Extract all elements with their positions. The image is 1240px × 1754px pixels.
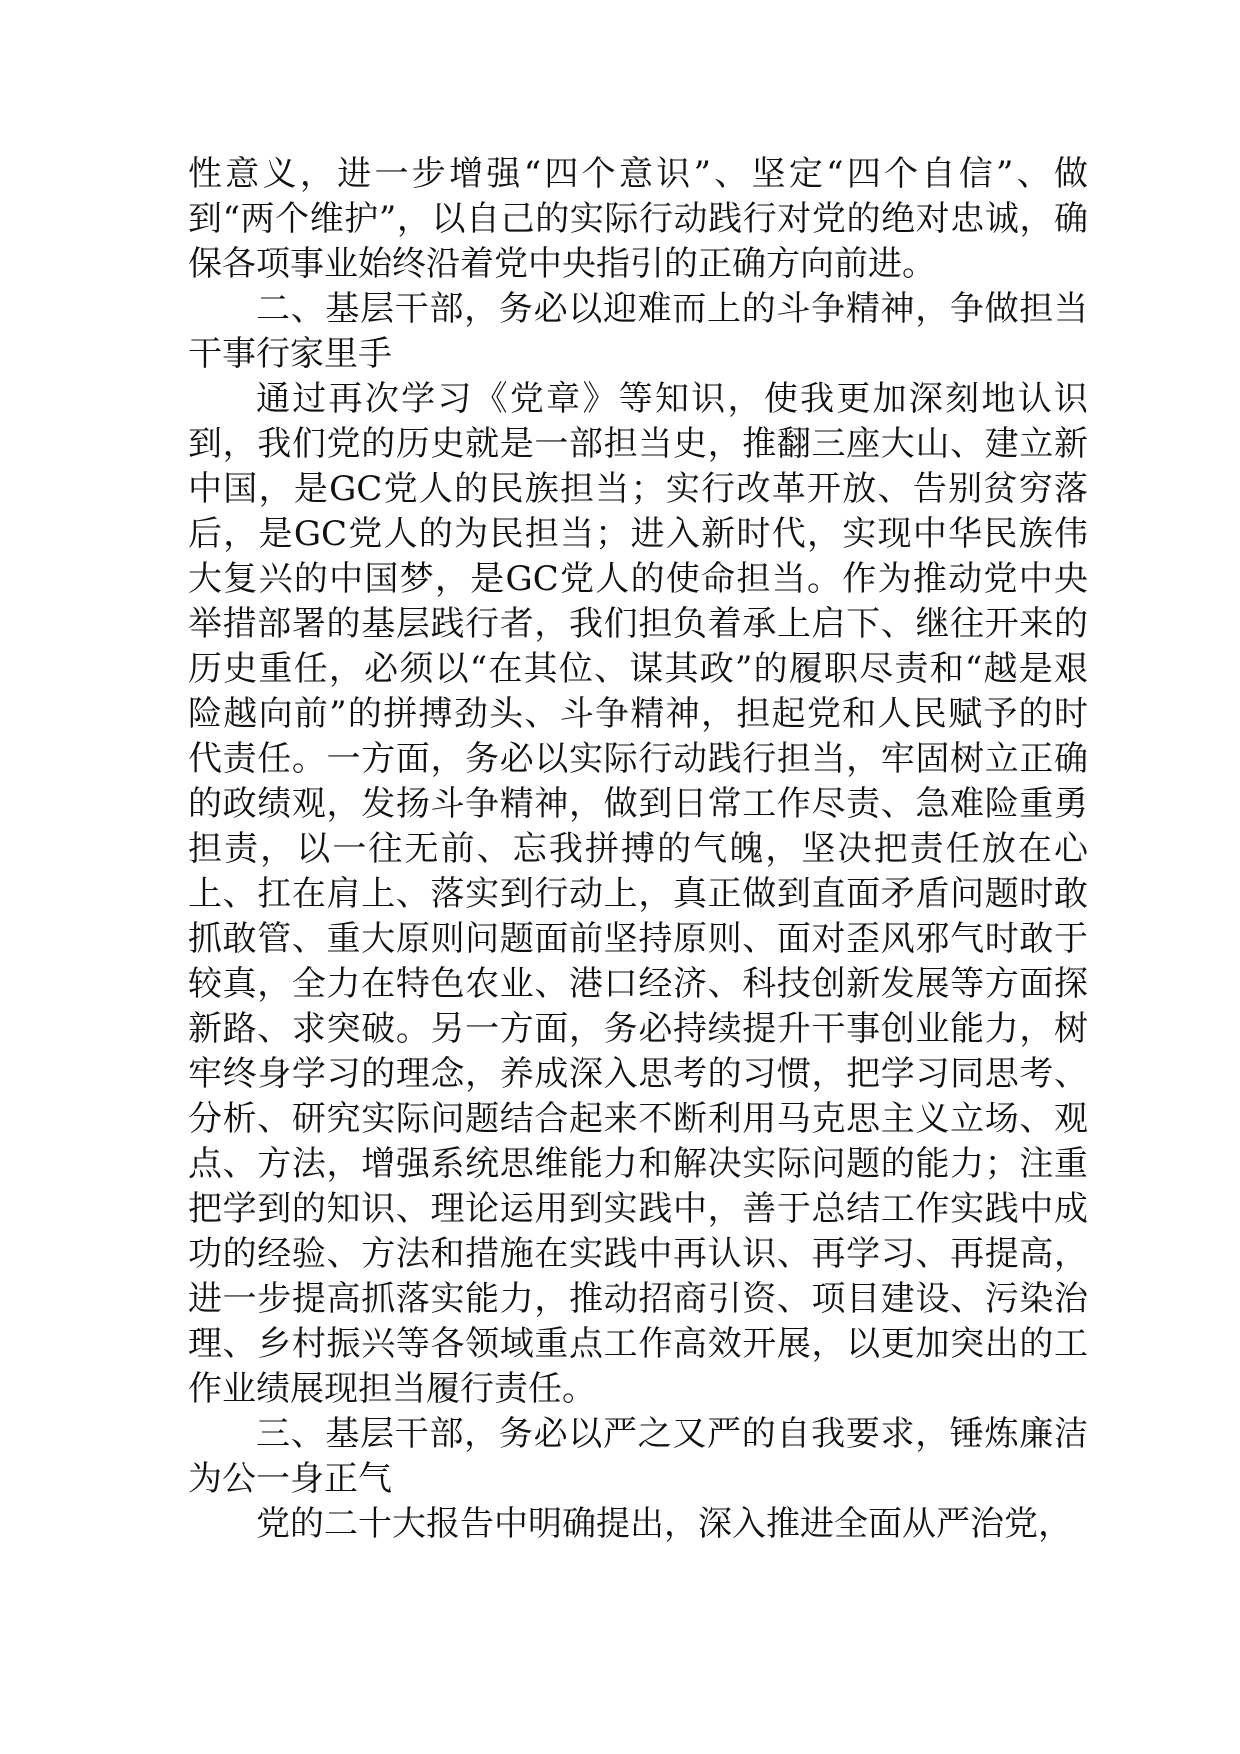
- section-heading-3: 三、基层干部，务必以严之又严的自我要求，锤炼廉洁为公一身正气: [188, 1414, 1088, 1499]
- document-body: [188, 152, 1088, 1547]
- paragraph-continuation: 性意义，进一步增强“四个意识”、坚定“四个自信”、做到“两个维护”，以自己的实际行动践行对党的绝对忠诚，确保各项事业始终沿着党中央指引的正确方向前进。: [188, 154, 1088, 284]
- paragraph-body: 通过再次学习《党章》等知识，使我更加深刻地认识到，我们党的历史就是一部担当史，推翻三座大山、建立新中国，是GC党人的民族担当；实行改革开放、告别贫穷落后，是GC党人的为民担当；进入新时代，实现中华民族伟大复兴的中国梦，是GC党人的使命担当。作为推动党中央举措部署的基层践行者，我们担负着承上启下、继往开来的历史重任，必须以“在其位、谋其政”的履职尽责和“越是艰险越向前”的拼搏劲头、斗争精神，担起党和人民赋予的时代责任。一方面，务必以实际行动践行担当，牢固树立正确的政绩观，发扬斗争精神，做到日常工作尽责、急难险重勇担责，以一往无前、忘我拼搏的气魄，坚决把责任放在心上、扛在肩上、落实到行动上，真正做到直面矛盾问题时敢抓敢管、重大原则问题面前坚持原则、面对歪风邪气时敢于较真，全力在特色农业、港口经济、科技创新发展等方面探新路、求突破。另一方面，务必持续提升干事创业能力，树牢终身学习的理念，养成深入思考的习惯，把学习同思考、分析、研究实际问题结合起来不断利用马克思主义立场、观点、方法，增强系统思维能力和解决实际问题的能力；注重把学到的知识、理论运用到实践中，善于总结工作实践中成功的经验、方法和措施在实践中再认识、再学习、再提高，进一步提高抓落实能力，推动招商引资、项目建设、污染治理、乡村振兴等各领域重点工作高效开展，以更加突出的工作业绩展现担当履行责任。: [188, 379, 1088, 1409]
- paragraph-body-start: 党的二十大报告中明确提出，深入推进全面从严治党，: [256, 1504, 1072, 1544]
- section-heading-2: 二、基层干部，务必以迎难而上的斗争精神，争做担当干事行家里手: [188, 289, 1088, 374]
